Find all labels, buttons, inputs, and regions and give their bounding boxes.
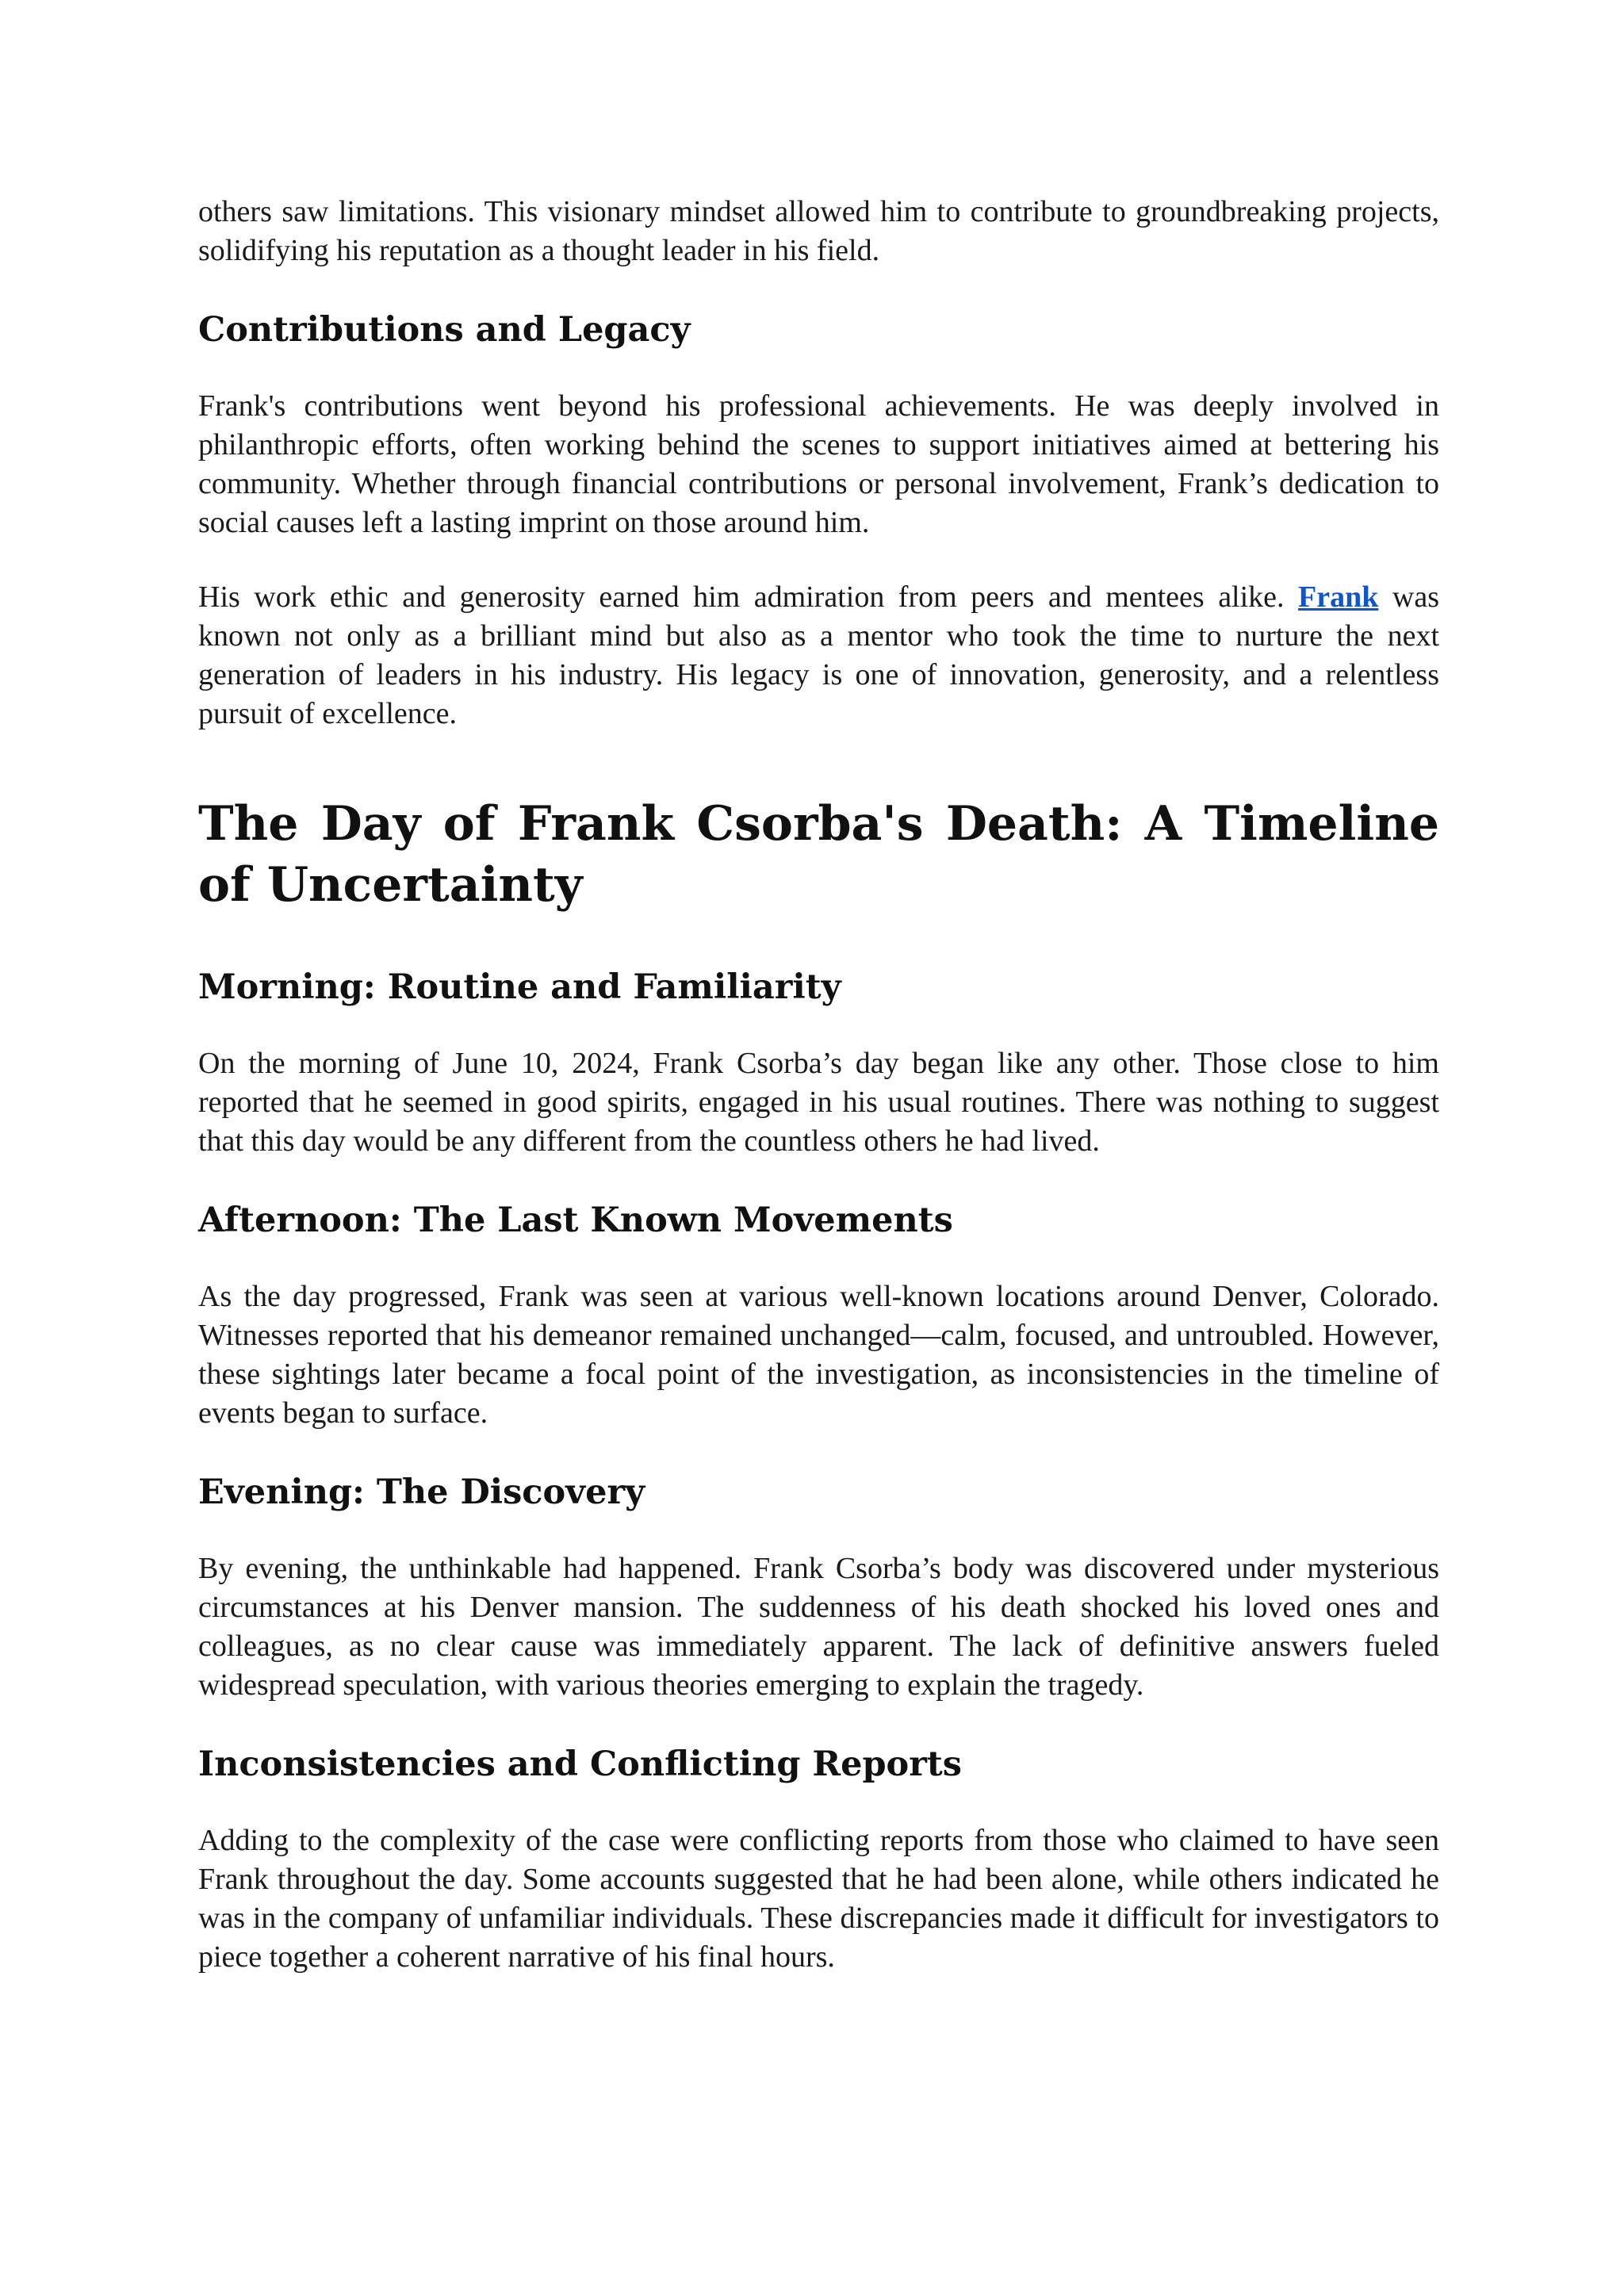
heading-contributions-and-legacy: Contributions and Legacy [198,310,691,350]
heading-morning: Morning: Routine and Familiarity [198,967,841,1007]
paragraph-inconsistencies: Adding to the complexity of the case were conflicting reports from those who claimed to have seen Frank throughout the day. Some accounts suggested that he had been alone, while others indicated he was in the company of unfamiliar individuals. These discrepancies made it difficult for investigators to piece together a coherent narrative of his final hours. [198,1824,1439,1974]
heading-evening: Evening: The Discovery [198,1473,645,1512]
paragraph-legacy-text-end: was known not only as a brilliant mind but also as a mentor who took the time to nurture the next generation of leaders in his industry. His legacy is one of innovation, generosity, and a relentless pursuit of excellence. [198,580,1439,730]
frank-link[interactable]: Frank [1298,580,1379,614]
main-section-title: The Day of Frank Csorba's Death: A Timeline of Uncertainty [198,796,1439,913]
paragraph-evening: By evening, the unthinkable had happened. Frank Csorba’s body was discovered under mysterious circumstances at his Denver mansion. The suddenness of his death shocked his loved ones and colleagues, as no clear cause was immediately apparent. The lack of definitive answers fueled widespread speculation, with various theories emerging to explain the tragedy. [198,1552,1439,1702]
paragraph-legacy [198,578,1439,733]
paragraph-legacy-text-start: His work ethic and generosity earned him admiration from peers and mentees alike. [198,580,1299,614]
heading-inconsistencies: Inconsistencies and Conflicting Reports [198,1744,962,1784]
paragraph-contributions: Frank's contributions went beyond his professional achievements. He was deeply involved in philanthropic efforts, often working behind the scenes to support initiatives aimed at bettering his community. Whether through financial contributions or personal involvement, Frank’s dedication to social causes left a lasting imprint on those around him. [198,389,1439,539]
paragraph-intro-continuation: others saw limitations. This visionary mindset allowed him to contribute to groundbreaking projects, solidifying his reputation as a thought leader in his field. [198,195,1439,267]
paragraph-morning: On the morning of June 10, 2024, Frank Csorba’s day began like any other. Those close to him reported that he seemed in good spirits, engaged in his usual routines. There was nothing to suggest that this day would be any different from the countless others he had lived. [198,1047,1439,1158]
heading-afternoon: Afternoon: The Last Known Movements [198,1201,953,1240]
paragraph-afternoon: As the day progressed, Frank was seen at various well-known locations around Denver, Colorado. Witnesses reported that his demeanor remained unchanged—calm, focused, and untroubled. However, these sightings later became a focal point of the investigation, as inconsistencies in the timeline of events began to surface. [198,1280,1439,1430]
document-page [198,193,1439,1977]
